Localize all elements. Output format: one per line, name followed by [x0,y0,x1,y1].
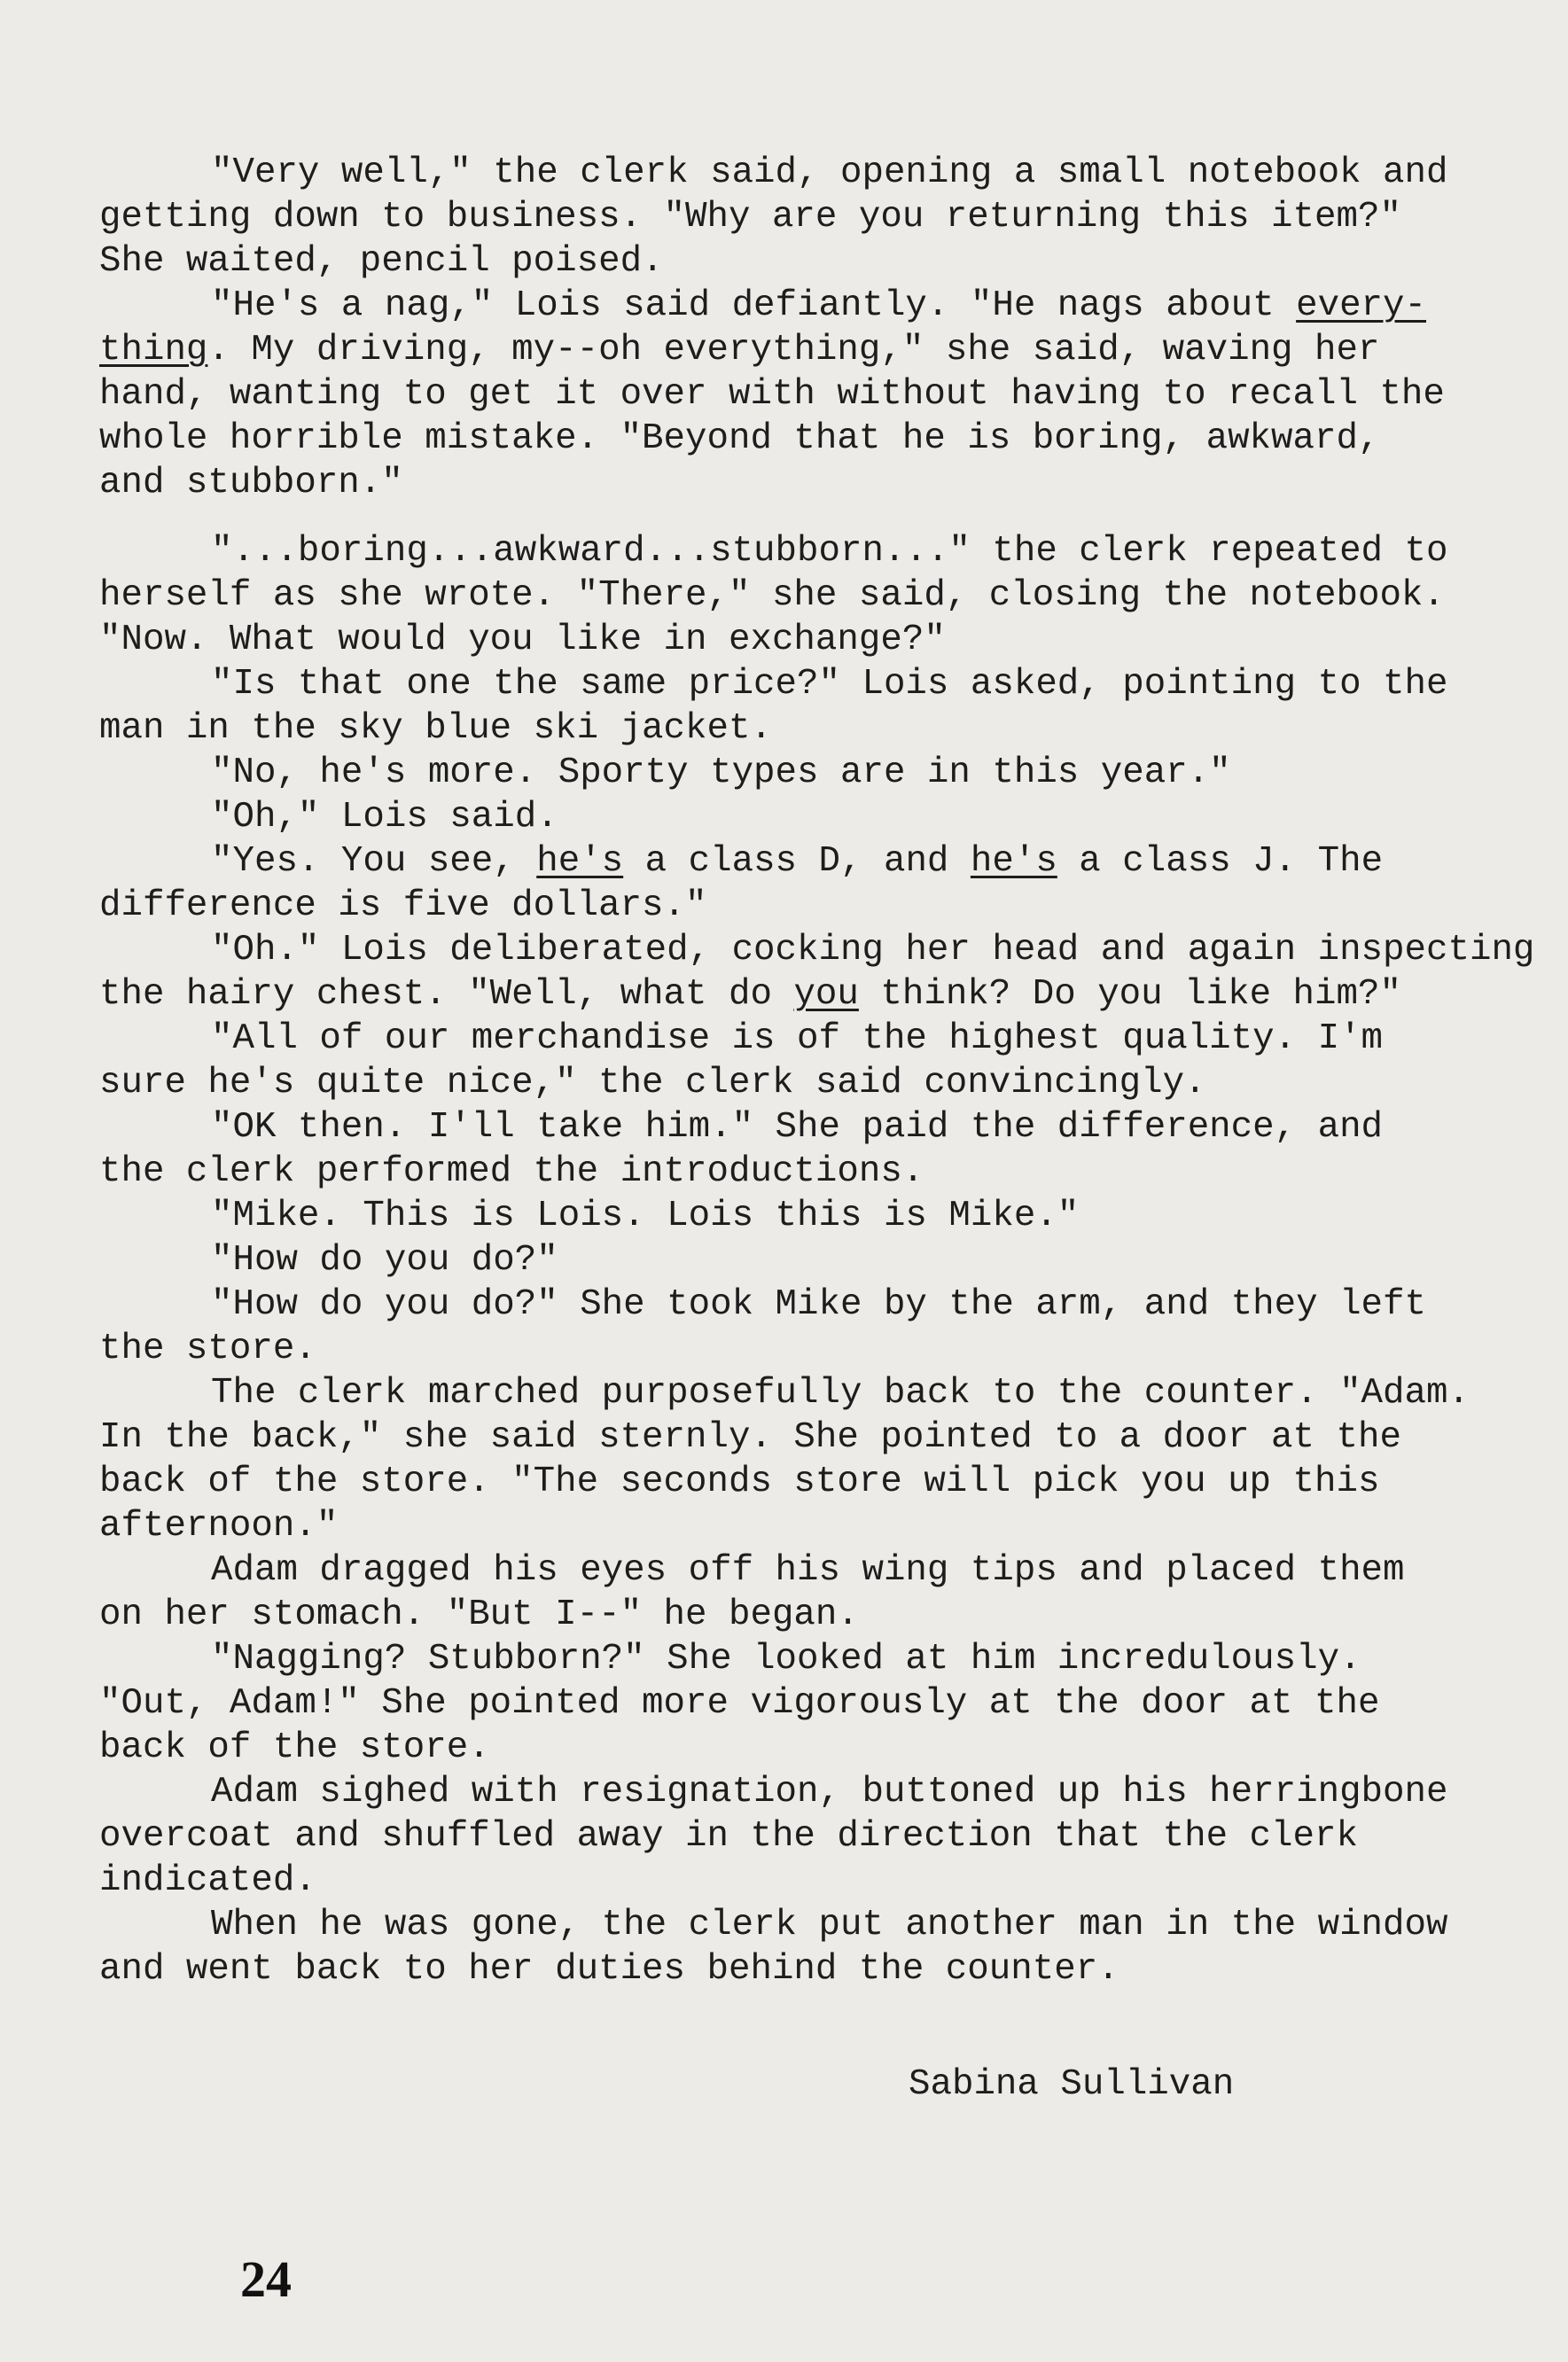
text-segment: "Now. What would you like in exchange?" [99,620,946,660]
text-segment: In the back," she said sternly. She pointed to a door at the [99,1417,1401,1458]
text-line [99,461,403,505]
text-line [211,928,1534,972]
text-segment: . My driving, my--oh everything," she said, waving her [207,330,1380,370]
text-line [99,1504,338,1548]
text-segment: When he was gone, the clerk put another man in the window [211,1905,1448,1945]
text-line [211,1105,1383,1150]
text-segment: and stubborn." [99,463,403,503]
text-segment: overcoat and shuffled away in the direction that the clerk [99,1816,1358,1857]
text-line [99,239,664,284]
text-line [211,1637,1361,1681]
text-line [211,1548,1405,1593]
text-line [211,751,1231,795]
text-segment: "Yes. You see, [211,841,537,882]
text-segment: whole horrible mistake. "Beyond that he is boring, awkward, [99,418,1380,459]
text-segment: "No, he's more. Sporty types are in this year." [211,752,1231,793]
text-line [99,706,772,751]
text-line [99,1593,859,1637]
text-line [211,662,1447,706]
text-line [211,284,1426,328]
text-segment: the store. [99,1329,316,1369]
text-line [211,1903,1447,1947]
text-segment: back of the store. [99,1727,490,1768]
text-line [99,972,1401,1017]
text-segment: "Very well," the clerk said, opening a small notebook and [211,152,1448,193]
text-segment: "All of our merchandise is of the highest quality. I'm [211,1018,1384,1059]
text-line [99,618,946,662]
text-line [211,1371,1470,1415]
text-segment: "OK then. I'll take him." She paid the difference, and [211,1107,1384,1148]
text-segment: afternoon." [99,1506,339,1547]
author-signature: Sabina Sullivan [909,2064,1235,2105]
underlined-word: he's [536,841,624,882]
text-line [211,151,1447,195]
text-line [99,884,707,928]
text-segment: man in the sky blue ski jacket. [99,708,772,749]
text-segment: the hairy chest. "Well, what do [99,974,794,1015]
text-segment: back of the store. "The seconds store will pick you up this [99,1462,1380,1502]
text-line [211,1282,1426,1327]
text-segment: getting down to business. "Why are you returning this item?" [99,197,1401,238]
text-line [99,1814,1358,1859]
text-segment: a class D, and [623,841,971,882]
text-line [211,1017,1383,1061]
text-segment: The clerk marched purposefully back to the counter. "Adam. [211,1373,1470,1414]
text-segment: "Oh." Lois deliberated, cocking her head and again inspecting [211,930,1535,971]
text-segment: She waited, pencil poised. [99,241,664,282]
text-segment: "He's a nag," Lois said defiantly. "He nags about [211,285,1297,326]
text-segment: think? Do you like him?" [858,974,1401,1015]
text-segment: "Oh," Lois said. [211,797,558,838]
text-line [99,1150,924,1194]
text-line [99,1681,1379,1726]
text-segment: "How do you do?" [211,1240,558,1281]
text-line [211,795,558,839]
text-segment: Adam sighed with resignation, buttoned up his herringbone [211,1772,1448,1812]
text-line [99,1415,1401,1460]
text-line [99,1726,490,1770]
text-segment: indicated. [99,1860,316,1901]
page-number: 24 [240,2250,292,2308]
text-segment: the clerk performed the introductions. [99,1151,924,1192]
text-line [211,1770,1447,1814]
text-segment: "Out, Adam!" She pointed more vigorously at the door at the [99,1683,1380,1724]
text-segment: "Nagging? Stubborn?" She looked at him incredulously. [211,1639,1361,1680]
text-segment: herself as she wrote. "There," she said, closing the notebook. [99,575,1445,616]
text-segment: hand, wanting to get it over with without having to recall the [99,374,1445,415]
text-segment: "How do you do?" She took Mike by the arm, and they left [211,1284,1426,1325]
text-segment: and went back to her duties behind the counter. [99,1949,1119,1990]
text-segment: on her stomach. "But I--" he began. [99,1594,859,1635]
text-line [211,1238,558,1282]
text-line [99,328,1379,372]
text-line [99,1061,1206,1105]
text-line [99,1947,1119,1992]
text-segment: "...boring...awkward...stubborn..." the clerk repeated to [211,531,1448,572]
text-segment: difference is five dollars." [99,885,707,926]
text-line [211,839,1383,884]
text-line [211,1194,1079,1238]
text-line [211,529,1447,573]
text-segment: "Mike. This is Lois. Lois this is Mike." [211,1196,1080,1236]
text-segment: sure he's quite nice," the clerk said convincingly. [99,1063,1206,1103]
underlined-word: thing [99,330,208,370]
text-line [99,195,1401,239]
text-line [99,417,1379,461]
text-segment: "Is that one the same price?" Lois asked, pointing to the [211,664,1448,705]
text-segment: Adam dragged his eyes off his wing tips and placed them [211,1550,1405,1591]
text-segment: a class J. The [1057,841,1384,882]
text-line [99,573,1445,618]
text-line [99,1859,316,1903]
text-line [99,372,1445,417]
underlined-word: every- [1296,285,1427,326]
text-line [99,1460,1379,1504]
text-line [99,1327,316,1371]
underlined-word: you [793,974,859,1015]
underlined-word: he's [970,841,1057,882]
